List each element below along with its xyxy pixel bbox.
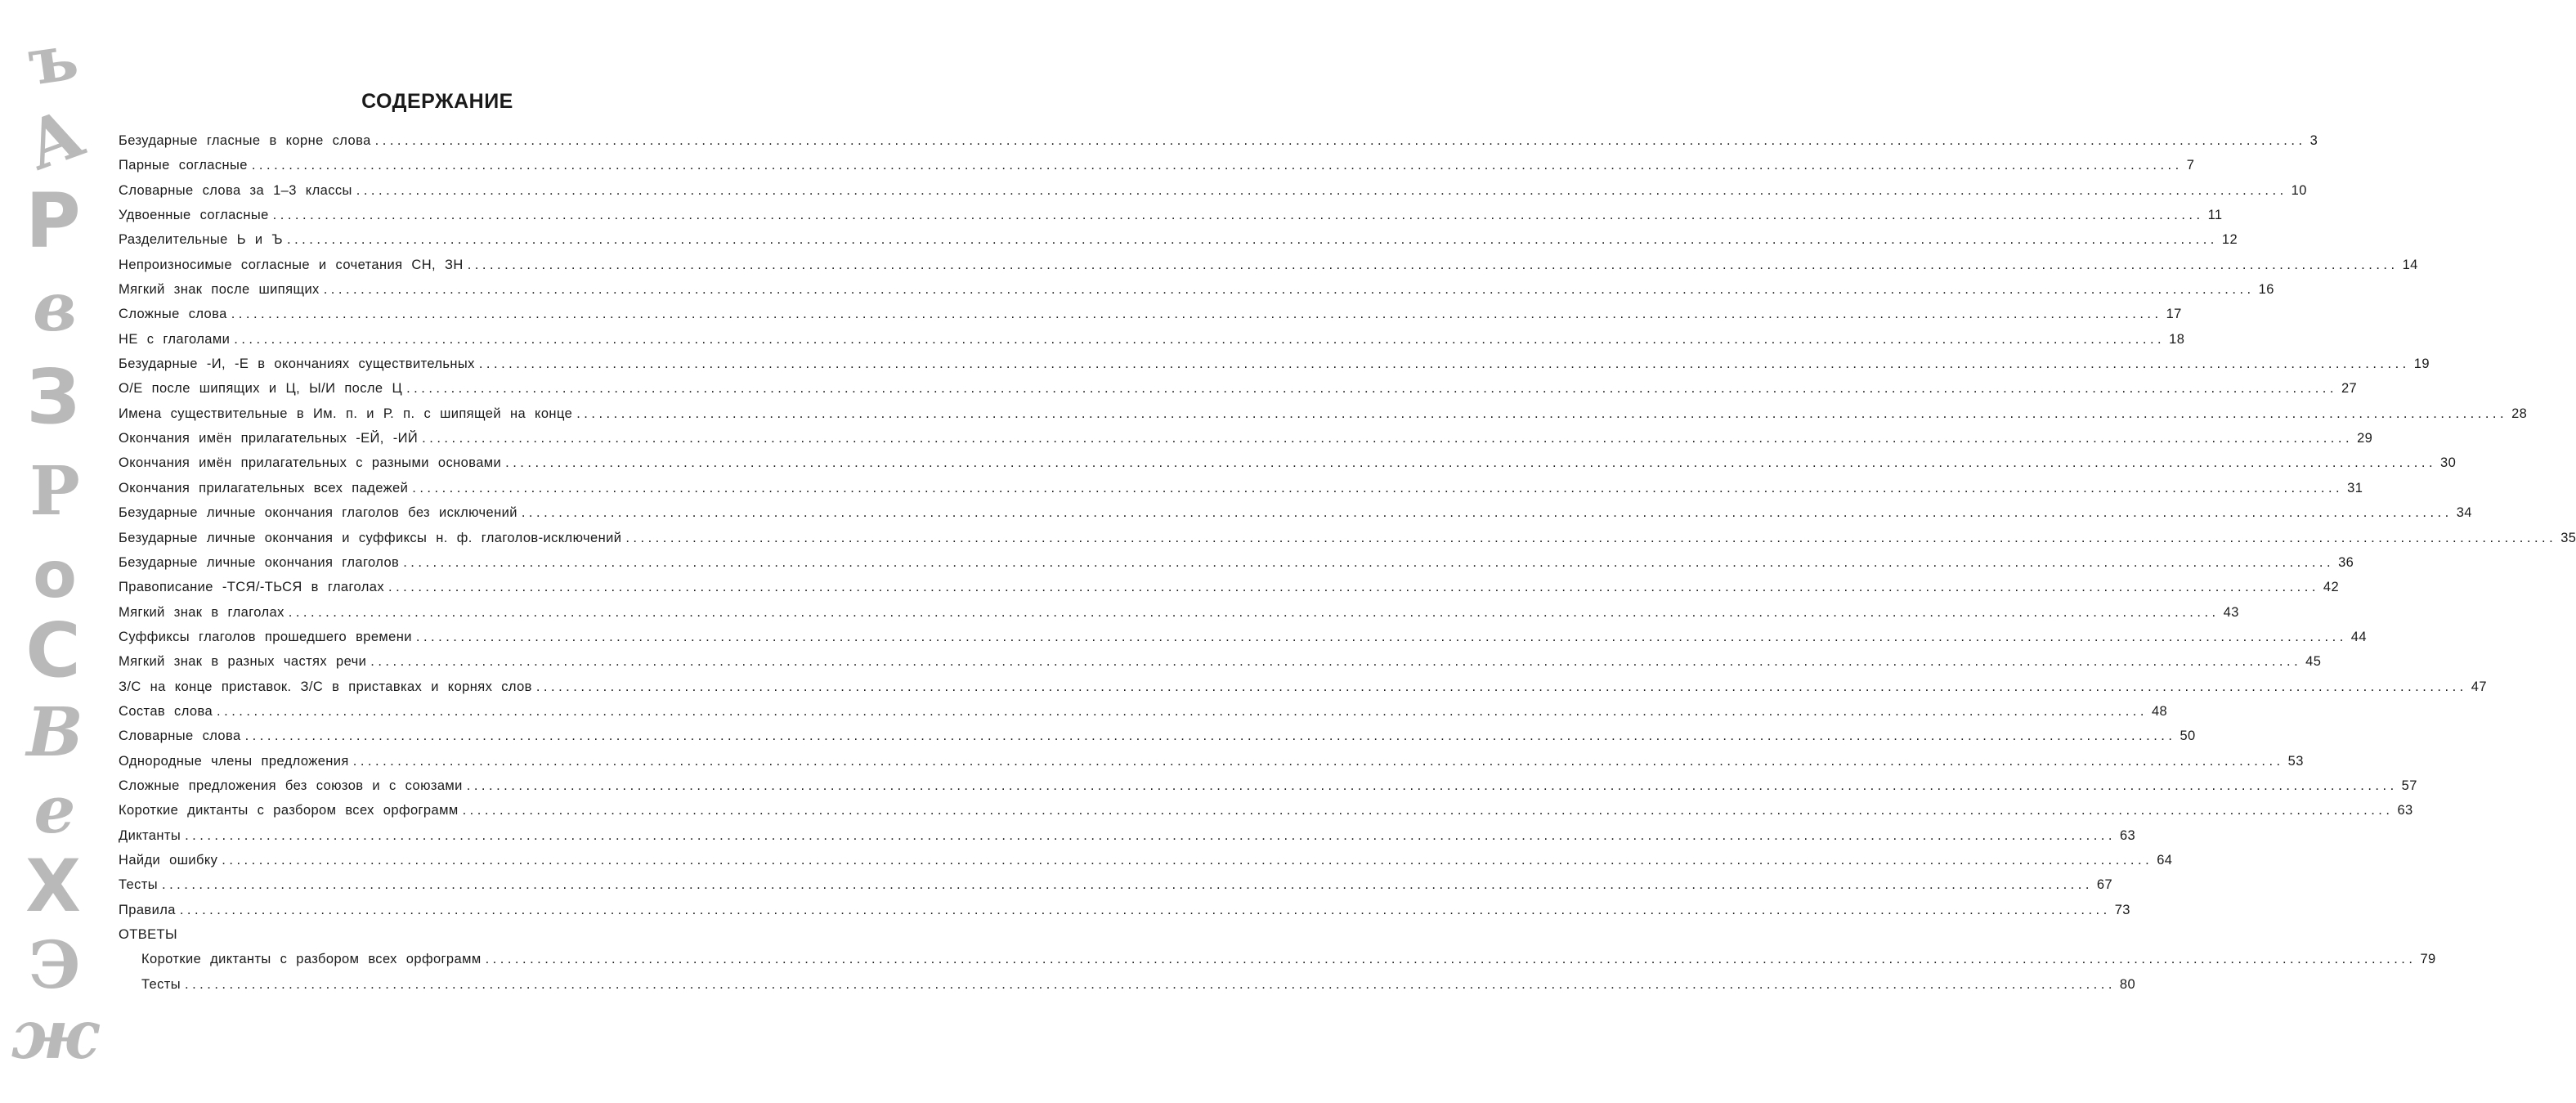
decor-letter: В [26,693,83,772]
toc-entry-title: Окончания имён прилагательных -ЕЙ, -ИЙ [119,431,419,446]
toc-page-number: 35 [2560,530,2576,545]
toc-entry [119,877,2113,902]
toc-page-number: 34 [2456,505,2472,521]
toc-entry-title: Мягкий знак после шипящих [119,282,320,298]
toc-dot-leader: .................................................................................................................................................................................................................................................................... [535,679,2467,694]
toc-page-number: 80 [2119,976,2136,992]
toc-dot-leader: .................................................................................................................................................................................................................................................................... [462,803,2394,818]
toc-entry [119,604,2239,630]
toc-entry-title: НЕ с глаголами [119,331,231,347]
toc-entry [119,952,2436,976]
toc-page-number: 18 [2169,331,2185,347]
toc-dot-leader: .................................................................................................................................................................................................................................................................... [478,356,2410,372]
toc-entry-title: Безударные личные окончания глаголов [119,554,400,570]
toc-dot-leader: .................................................................................................................................................................................................................................................................... [422,431,2354,446]
decor-letter: ж [11,996,99,1074]
toc-entry [119,852,2173,877]
toc-dot-leader: .................................................................................................................................................................................................................................................................... [505,455,2437,471]
toc-dot-leader: .................................................................................................................................................................................................................................................................... [576,406,2508,421]
toc-page-number: 64 [2157,852,2173,868]
toc-dot-leader: .................................................................................................................................................................................................................................................................... [521,505,2453,521]
toc-entry [119,331,2185,356]
decor-letter: Р [29,452,80,531]
toc-entry-title: Суффиксы глаголов прошедшего времени [119,629,412,644]
toc-entry-title: О/Е после шипящих и Ц, Ы/И после Ц [119,381,403,397]
toc-entry-title: Парные согласные [119,158,248,173]
toc-page-number: 57 [2401,778,2417,793]
toc-entry [119,158,2195,182]
toc-entry-title: Тесты [119,877,158,893]
toc-entry [119,679,2487,704]
toc-page-number: 63 [2397,803,2413,818]
toc-dot-leader: .................................................................................................................................................................................................................................................................... [412,480,2344,495]
toc-entry-title: Словарные слова [119,729,241,744]
toc-dot-leader: .................................................................................................................................................................................................................................................................... [467,257,2399,272]
toc-entry-title: Мягкий знак в разных частях речи [119,654,367,670]
toc-entry [119,629,2367,654]
toc-page-number: 10 [2291,182,2307,198]
toc-entry [119,530,2576,555]
decor-letter: о [33,539,77,612]
toc-entry [119,505,2472,530]
toc-entry-title: Безударные гласные в корне слова [119,133,371,148]
toc-dot-leader: .................................................................................................................................................................................................................................................................... [251,158,2183,173]
toc-dot-leader: .................................................................................................................................................................................................................................................................... [244,729,2176,744]
toc-page-number: 19 [2413,356,2430,372]
toc-entry [119,381,2358,406]
decor-letter: Х [25,844,81,928]
toc-dot-leader: .................................................................................................................................................................................................................................................................... [288,604,2220,620]
toc-entry [119,803,2413,827]
toc-entry [119,902,2130,927]
decor-letter: в [33,268,77,347]
toc-entry [119,182,2307,208]
decor-letter: Э [29,926,81,1003]
toc-entry-title: ОТВЕТЫ [119,927,178,942]
toc-entry [119,232,2238,257]
toc-entry [119,753,2304,778]
toc-entry [119,976,2136,1002]
toc-entry [119,729,2196,753]
toc-page-number: 47 [2471,679,2487,694]
toc-dot-leader: .................................................................................................................................................................................................................................................................... [286,232,2218,248]
toc-dot-leader: .................................................................................................................................................................................................................................................................... [403,554,2335,570]
decor-letter: е [34,771,76,848]
toc-page-number: 44 [2350,629,2367,644]
toc-entry [119,778,2417,803]
toc-dot-leader: .................................................................................................................................................................................................................................................................... [185,827,2116,843]
toc-dot-leader: .................................................................................................................................................................................................................................................................... [272,208,2204,223]
toc-page-number: 17 [2166,307,2182,322]
toc-entry-title: Короткие диктанты с разбором всех орфограмм [119,803,459,818]
toc-entry-title: Имена существительные в Им. п. и Р. п. с шипящей на конце [119,406,573,421]
toc-entry-title: Сложные слова [119,307,227,322]
toc-entry [119,654,2322,679]
toc-section-heading [119,927,759,952]
toc-entry-title: Окончания имён прилагательных с разными основами [119,455,502,471]
toc-page-number: 67 [2096,877,2113,893]
decor-letter: ъ [23,20,83,101]
toc-entry [119,208,2223,232]
toc-dot-leader: .................................................................................................................................................................................................................................................................... [222,852,2153,868]
toc-dot-leader: .................................................................................................................................................................................................................................................................... [485,952,2417,967]
toc-dot-leader: .................................................................................................................................................................................................................................................................... [231,307,2162,322]
toc-entry-title: Удвоенные согласные [119,208,269,223]
toc-page-number: 36 [2338,554,2354,570]
toc-entry [119,827,2136,853]
toc-dot-leader: .................................................................................................................................................................................................................................................................... [466,778,2398,793]
page-title: СОДЕРЖАНИЕ [361,90,513,113]
toc-dot-leader: .................................................................................................................................................................................................................................................................... [406,381,2337,397]
toc-page-number: 45 [2305,654,2322,670]
toc-page-number: 42 [2323,580,2340,595]
toc-entry [119,455,2457,480]
toc-entry-title: Окончания прилагательных всех падежей [119,480,409,495]
toc-dot-leader: .................................................................................................................................................................................................................................................................... [217,703,2148,719]
decor-letter: С [25,607,81,694]
toc-entry [119,257,2418,282]
toc-entry-title: Мягкий знак в глаголах [119,604,284,620]
toc-entry-title: Безударные -И, -Е в окончаниях существительных [119,356,475,372]
toc-page-number: 53 [2287,753,2304,769]
toc-entry-title: Сложные предложения без союзов и с союзами [119,778,463,793]
toc-entry-title: Правила [119,902,176,917]
toc-entry [119,480,2363,505]
toc-page-number: 27 [2341,381,2358,397]
toc-page-number: 48 [2151,703,2168,719]
toc-entry [119,282,2274,307]
toc-dot-leader: .................................................................................................................................................................................................................................................................... [234,331,2166,347]
toc-page-number: 7 [2186,158,2195,173]
toc-page-number: 29 [2357,431,2373,446]
toc-page-number: 30 [2440,455,2457,471]
toc-entry-title: Непроизносимые согласные и сочетания СН, ЗН [119,257,464,272]
toc-entry-title: Разделительные Ь и Ъ [119,232,283,248]
toc-entry [119,307,2182,331]
toc-entry-title: Состав слова [119,703,213,719]
toc-dot-leader: .................................................................................................................................................................................................................................................................... [185,976,2116,992]
decorative-alphabet-border [0,0,106,1103]
toc-entry [119,356,2430,381]
toc-dot-leader: .................................................................................................................................................................................................................................................................... [323,282,2255,298]
toc-entry-title: Словарные слова за 1–3 классы [119,182,352,198]
toc-dot-leader: .................................................................................................................................................................................................................................................................... [356,182,2287,198]
toc-page-number: 79 [2420,952,2436,967]
toc-entry-title: Правописание -ТСЯ/-ТЬСЯ в глаголах [119,580,385,595]
toc-dot-leader: .................................................................................................................................................................................................................................................................... [352,753,2284,769]
toc-dot-leader: .................................................................................................................................................................................................................................................................... [415,629,2347,644]
toc-entry [119,580,2340,604]
toc-page-number: 43 [2223,604,2239,620]
toc-entry-title: Короткие диктанты с разбором всех орфограмм [141,952,482,967]
toc-page-number: 14 [2402,257,2418,272]
toc-dot-leader: .................................................................................................................................................................................................................................................................... [374,133,2306,148]
toc-page-number: 50 [2180,729,2196,744]
toc-dot-leader: .................................................................................................................................................................................................................................................................... [179,902,2111,917]
toc-page-number: 16 [2258,282,2274,298]
toc-page-number: 63 [2119,827,2136,843]
toc-dot-leader: .................................................................................................................................................................................................................................................................... [162,877,2093,893]
toc-page-number: 73 [2114,902,2130,917]
toc-entry [119,431,2373,455]
toc-entry [119,703,2168,729]
toc-entry-title: З/С на конце приставок. З/С в приставках и корнях слов [119,679,532,694]
toc-page-number: 31 [2347,480,2363,495]
toc-page-number: 12 [2221,232,2238,248]
toc-entry-title: Тесты [141,976,181,992]
toc-page-number: 3 [2309,133,2318,148]
decor-letter: А [16,93,94,186]
toc-dot-leader: .................................................................................................................................................................................................................................................................... [388,580,2319,595]
decor-letter: З [26,353,80,441]
toc-entry-title: Безударные личные окончания и суффиксы н. ф. глаголов-исключений [119,530,622,545]
toc-entry-title: Однородные члены предложения [119,753,349,769]
toc-entry-title: Безударные личные окончания глаголов без исключений [119,505,517,521]
toc-entry [119,133,2318,158]
toc-entry-title: Найди ошибку [119,852,218,868]
toc-dot-leader: .................................................................................................................................................................................................................................................................... [370,654,2302,670]
toc-page-number: 28 [2511,406,2528,421]
table-of-contents [119,133,2576,1002]
toc-entry [119,406,2528,431]
toc-page-number: 11 [2207,208,2223,223]
toc-entry-title: Диктанты [119,827,181,843]
toc-entry [119,554,2354,580]
toc-dot-leader: .................................................................................................................................................................................................................................................................... [625,530,2557,545]
decor-letter: Р [25,177,81,265]
